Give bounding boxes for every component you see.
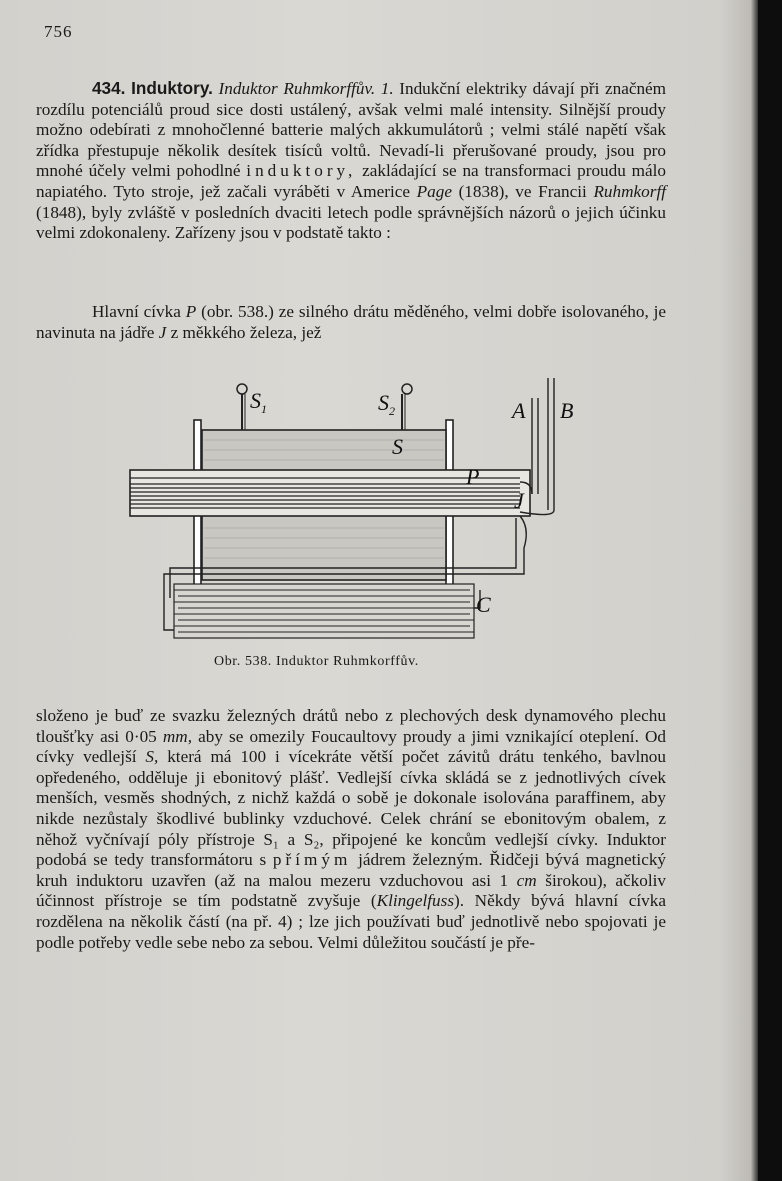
unit-cm: cm [516, 870, 537, 890]
paragraph-text: (obr. 538.) ze silného drátu měděného, velmi dobře isolovaného, je navinuta na jádře [36, 302, 667, 342]
section-number: 434. [92, 78, 126, 98]
symbol-j: J [158, 322, 167, 342]
spaced-term: induktory, [246, 161, 357, 181]
induktor-diagram [120, 378, 590, 658]
paragraph-intro [36, 78, 666, 244]
label-s1: $S_1$ [250, 388, 267, 416]
label-j: J [514, 488, 524, 513]
figure-caption: Obr. 538. Induktor Ruhmkorffův. [214, 654, 419, 669]
paragraph-text: Hlavní cívka [92, 302, 181, 321]
condenser [164, 584, 480, 638]
paragraph-text: která má 100 i vícekráte větší počet závitů drátu tenkého, bavlnou opředeného, odděluje ji ebonitový plášť. Vedlejší cívka skládá se z jednotlivých cívek menších, vesměs shodných, z nichž každá o sobě je dokonale isolována paraffinem, aby nikde nezůstaly škodlivé bublinky vzduchové. Celek chrání se ebonitovým obalem, z něhož vyčnívají póly přístroje S₁ a S₂, připojené ke koncům vedlejší cívky. Induktor podobá se tedy transformátoru s [36, 747, 666, 870]
terminal-s2 [402, 384, 412, 394]
book-spine-edge [758, 0, 782, 1181]
paragraph-text: (1838), ve Francii [458, 181, 587, 201]
name-klingelfuss: Klingelfuss [376, 891, 455, 911]
paragraph-text: širokou), ačkoliv účinnost přístroje se tím podstatně zvyšuje ( [36, 870, 667, 911]
paragraph-text: složeno je buď ze svazku železných drátů nebo z plechových desk dynamového plechu tloušťky asi 0·05 [36, 706, 666, 746]
symbol-p: P [185, 302, 197, 321]
paragraph-text: Indukční elektriky dávají při značném rozdílu potenciálů proud sice dosti ustálený, avšak velmi malé intensity. Silnější proudy možno odebírati z mnohočlenné batterie malých akkumulátorů ; velmi stálé napětí však zřídka přestupuje několik desítek tisíců voltů. Nevadí-li přerušované proudy, jsou pro mnohé účely velmi pohodlné [36, 79, 667, 181]
section-title: Induktory. [131, 78, 213, 98]
paragraph-text: zakládající se na transformaci proudu málo napiatého. Tyto stroje, jež začali vyráběti v Americe [36, 161, 666, 201]
label-a: A [512, 398, 526, 423]
spaced-term: přímým [272, 850, 352, 870]
section-subtitle: Induktor Ruhmkorffův. 1. [218, 79, 394, 98]
label-c: C [476, 592, 491, 617]
label-s: S [392, 434, 403, 459]
paragraph-text: (1848), byly zvláště v posledních dvaciti letech podle správnějších názorů o jejich účinku velmi zdokonaleny. Zařízeny jsou v podstatě takto : [36, 202, 666, 243]
unit-mm: mm, [162, 726, 193, 746]
name-ruhmkorff: Ruhmkorff [593, 181, 666, 201]
paragraph-core [36, 706, 666, 953]
paragraph-main-coil [36, 302, 666, 343]
terminal-s1 [237, 384, 247, 394]
label-p: P [466, 464, 480, 489]
symbol-s: S, [145, 747, 159, 767]
page-number: 756 [44, 22, 73, 41]
paragraph-text: ). Někdy bývá hlavní cívka rozdělena na několik částí (na př. 4) ; lze jich používati buď jednotlivě nebo spojovati je podle potřeby vedle sebe nebo za sebou. Velmi důležitou součástí je pře- [36, 891, 667, 952]
name-page: Page [416, 181, 452, 201]
label-s2: $S_2$ [378, 390, 395, 418]
paragraph-text: jádrem železným. Řidčeji bývá magnetický kruh induktoru uzavřen (až na malou mezeru vzduchovou asi 1 [36, 850, 667, 890]
paragraph-text: z měkkého železa, jež [170, 322, 322, 342]
label-b: B [560, 398, 574, 423]
paragraph-text: aby se omezily Foucaultovy proudy a jimi vznikající oteplení. Od cívky vedlejší [36, 726, 666, 767]
